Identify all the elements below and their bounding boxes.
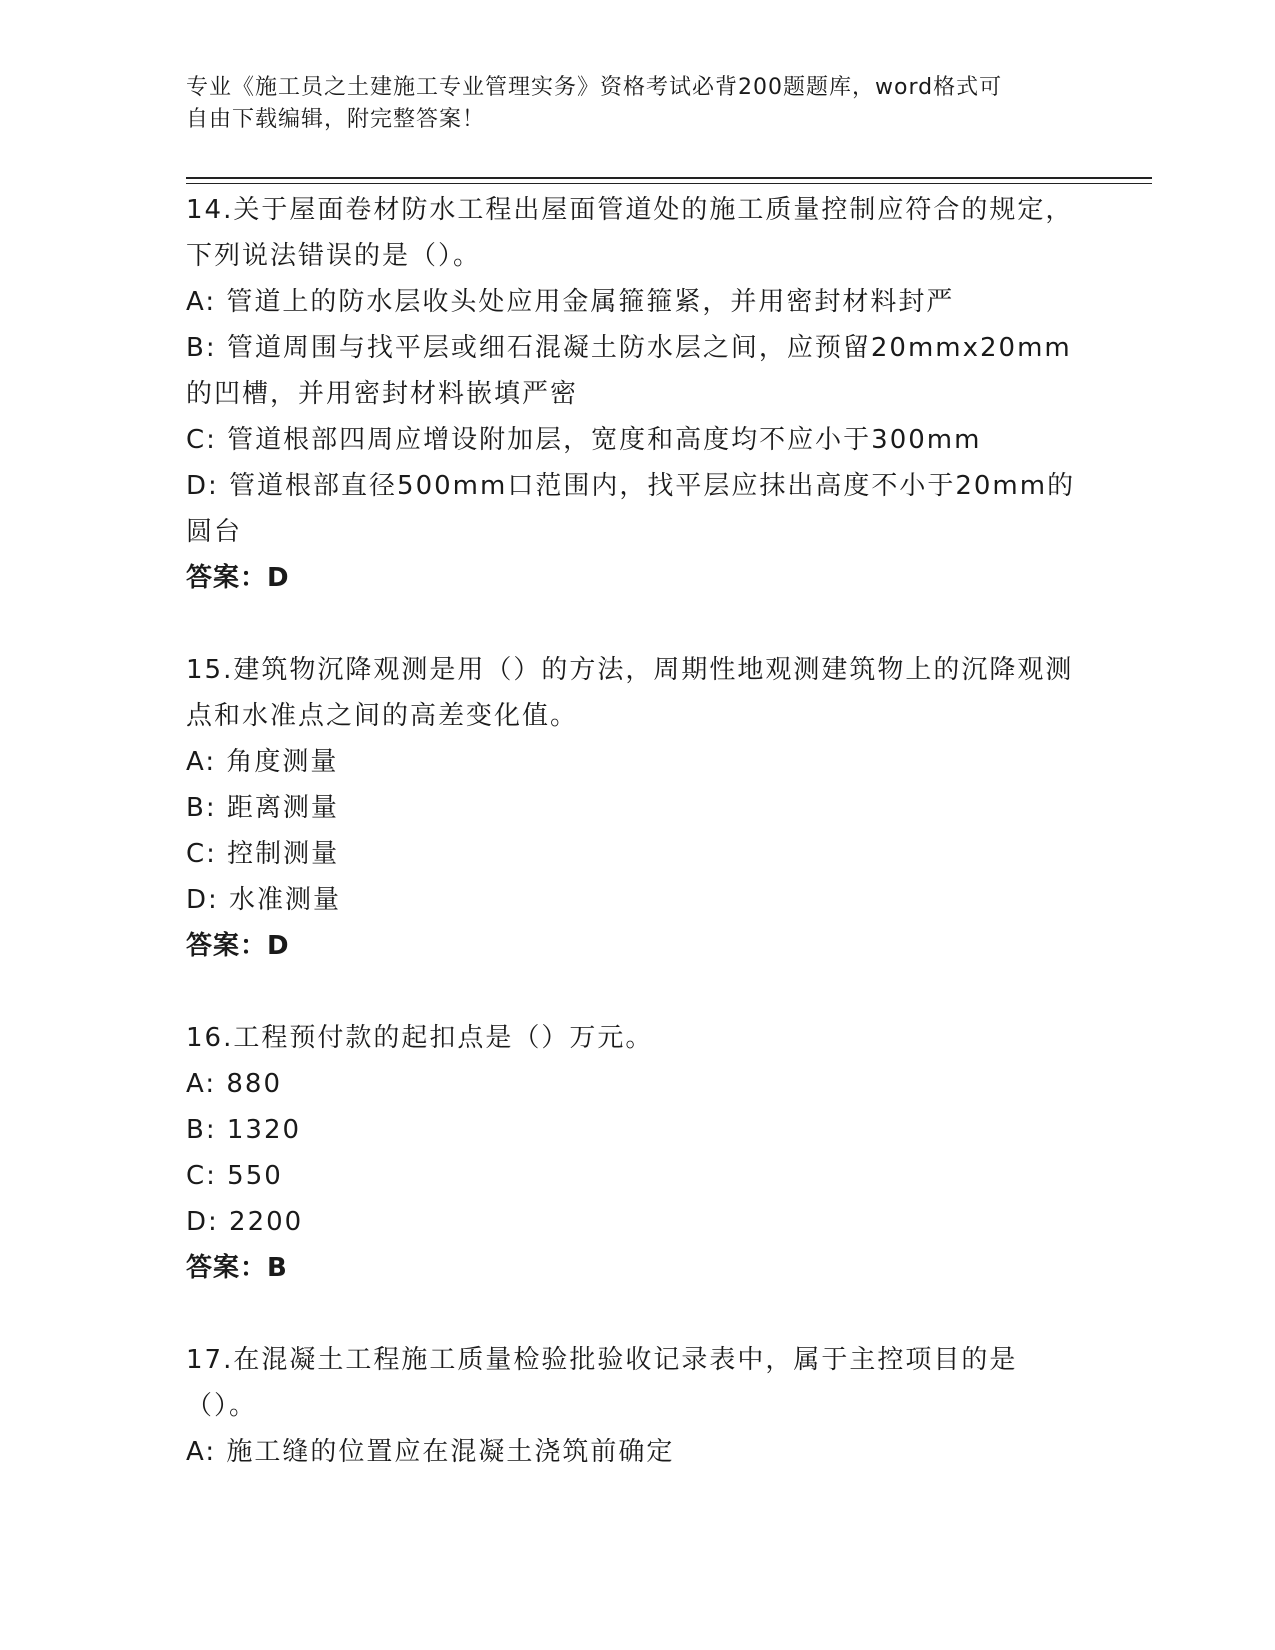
- question-stem: 17.在混凝土工程施工质量检验批验收记录表中，属于主控项目的是（）。: [186, 1345, 1018, 1421]
- option-b: B: 管道周围与找平层或细石混凝土防水层之间，应预留20mmx20mm的凹槽，并用密封材料嵌填严密: [186, 333, 1072, 409]
- answer: 答案：D: [186, 931, 290, 961]
- option-a: A: 880: [186, 1069, 282, 1099]
- option-d: D: 2200: [186, 1207, 304, 1237]
- question-17: [186, 1337, 1086, 1475]
- document-header: [186, 72, 1086, 136]
- header-line-2: 自由下载编辑，附完整答案！: [186, 107, 486, 132]
- option-a: A: 施工缝的位置应在混凝土浇筑前确定: [186, 1437, 675, 1467]
- question-stem: 16.工程预付款的起扣点是（）万元。: [186, 1023, 654, 1053]
- option-c: C: 550: [186, 1161, 283, 1191]
- option-a: A: 角度测量: [186, 747, 339, 777]
- header-line-1: 专业《施工员之土建施工专业管理实务》资格考试必背200题题库，word格式可: [186, 75, 1003, 100]
- question-list: [186, 187, 1086, 1521]
- option-b: B: 1320: [186, 1115, 302, 1145]
- option-c: C: 管道根部四周应增设附加层，宽度和高度均不应小于300mm: [186, 425, 982, 455]
- header-divider-thick: [186, 177, 1152, 179]
- question-stem: 15.建筑物沉降观测是用（）的方法，周期性地观测建筑物上的沉降观测点和水准点之间的高差变化值。: [186, 655, 1074, 731]
- answer: 答案：B: [186, 1253, 288, 1283]
- question-15: [186, 647, 1086, 969]
- question-14: [186, 187, 1086, 601]
- option-a: A: 管道上的防水层收头处应用金属箍箍紧，并用密封材料封严: [186, 287, 955, 317]
- option-c: C: 控制测量: [186, 839, 340, 869]
- option-d: D: 水准测量: [186, 885, 342, 915]
- option-b: B: 距离测量: [186, 793, 339, 823]
- question-stem: 14.关于屋面卷材防水工程出屋面管道处的施工质量控制应符合的规定，下列说法错误的是（）。: [186, 195, 1074, 271]
- header-divider-thin: [186, 183, 1152, 184]
- question-16: [186, 1015, 1086, 1291]
- answer: 答案：D: [186, 563, 290, 593]
- option-d: D: 管道根部直径500mm口范围内，找平层应抹出高度不小于20mm的圆台: [186, 471, 1076, 547]
